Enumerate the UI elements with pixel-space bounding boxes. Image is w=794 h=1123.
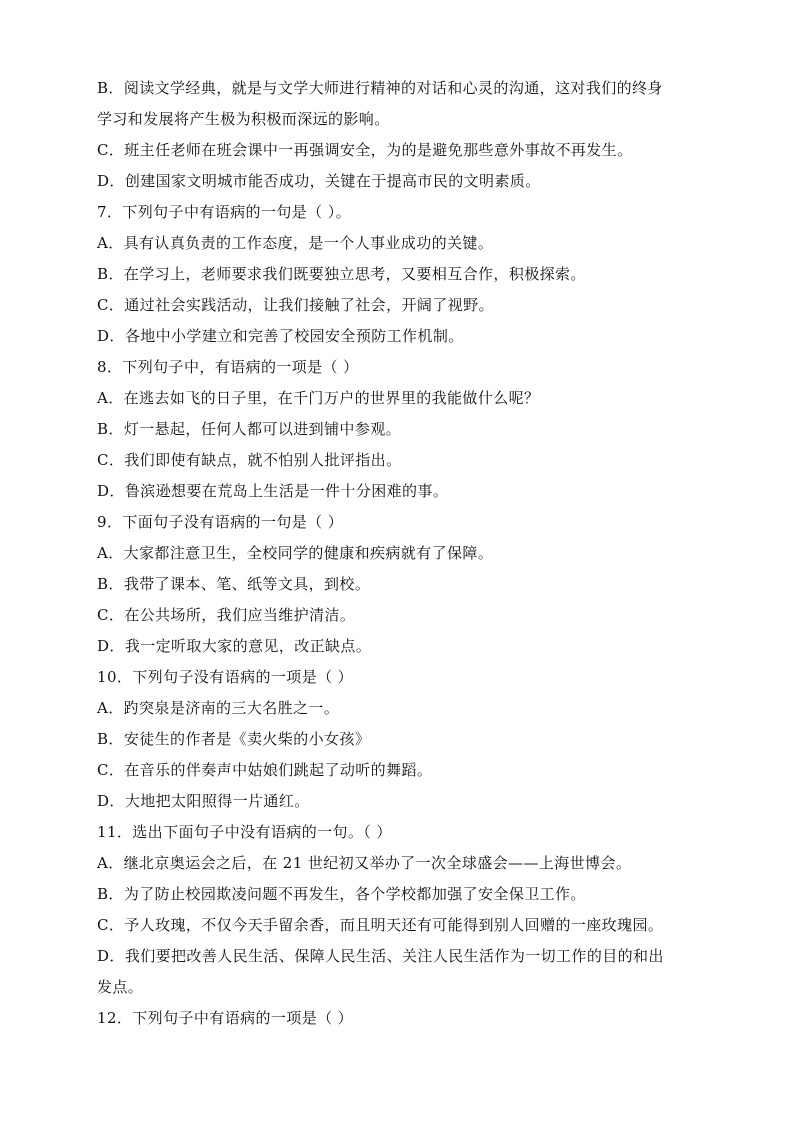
question-7-stem: 7．下列句子中有语病的一句是（ ）。 [97, 203, 352, 221]
option-line: A．具有认真负责的工作态度，是一个人事业成功的关键。 [97, 234, 494, 252]
question-9-stem: 9．下面句子没有语病的一句是（ ） [97, 513, 344, 531]
option-line: C．在音乐的伴奏声中姑娘们跳起了动听的舞蹈。 [97, 761, 433, 779]
option-line: B．安徒生的作者是《卖火柴的小女孩》 [97, 730, 371, 748]
option-line: C．在公共场所，我们应当维护清洁。 [97, 606, 356, 624]
option-line: C．班主任老师在班会课中一再强调安全，为的是避免那些意外事故不再发生。 [97, 141, 633, 159]
option-line: D．大地把太阳照得一片通红。 [97, 792, 310, 810]
question-list [97, 73, 697, 1034]
option-line: B．在学习上，老师要求我们既要独立思考，又要相互合作，积极探索。 [97, 265, 586, 283]
option-line: D．创建国家文明城市能否成功，关键在于提高市民的文明素质。 [97, 172, 541, 190]
option-line: B．我带了课本、笔、纸等文具，到校。 [97, 575, 371, 593]
option-line: A．在逃去如飞的日子里，在千门万户的世界里的我能做什么呢？ [97, 389, 540, 407]
option-line: B．阅读文学经典，就是与文学大师进行精神的对话和心灵的沟通，这对我们的终身 [97, 79, 663, 97]
option-line: C．通过社会实践活动，让我们接触了社会，开阔了视野。 [97, 296, 494, 314]
option-line: D．我们要把改善人民生活、保障人民生活、关注人民生活作为一切工作的目的和出 [97, 947, 664, 965]
option-line: D．鲁滨逊想要在荒岛上生活是一件十分困难的事。 [97, 482, 449, 500]
option-line: B．为了防止校园欺凌问题不再发生，各个学校都加强了安全保卫工作。 [97, 885, 586, 903]
option-line-continuation: 发点。 [97, 978, 144, 996]
option-line: D．各地中小学建立和完善了校园安全预防工作机制。 [97, 327, 464, 345]
option-line: C．我们即使有缺点，就不怕别人批评指出。 [97, 451, 402, 469]
question-11-stem: 11．选出下面句子中没有语病的一句。（ ） [97, 823, 392, 841]
option-line: B．灯一悬起，任何人都可以进到铺中参观。 [97, 420, 402, 438]
option-line: D．我一定听取大家的意见，改正缺点。 [97, 637, 372, 655]
question-10-stem: 10．下列句子没有语病的一项是（ ） [97, 668, 354, 686]
option-line: C．予人玫瑰，不仅今天手留余香，而且明天还有可能得到别人回赠的一座玫瑰园。 [97, 916, 664, 934]
option-line-continuation: 学习和发展将产生极为积极而深远的影响。 [97, 110, 390, 128]
option-line: A．继北京奥运会之后，在 21 世纪初又举办了一次全球盛会——上海世博会。 [97, 854, 632, 872]
question-12-stem: 12．下列句子中有语病的一项是（ ） [97, 1009, 354, 1027]
option-line: A．趵突泉是济南的三大名胜之一。 [97, 699, 340, 717]
option-line: A．大家都注意卫生，全校同学的健康和疾病就有了保障。 [97, 544, 494, 562]
question-8-stem: 8．下列句子中，有语病的一项是（ ） [97, 358, 359, 376]
